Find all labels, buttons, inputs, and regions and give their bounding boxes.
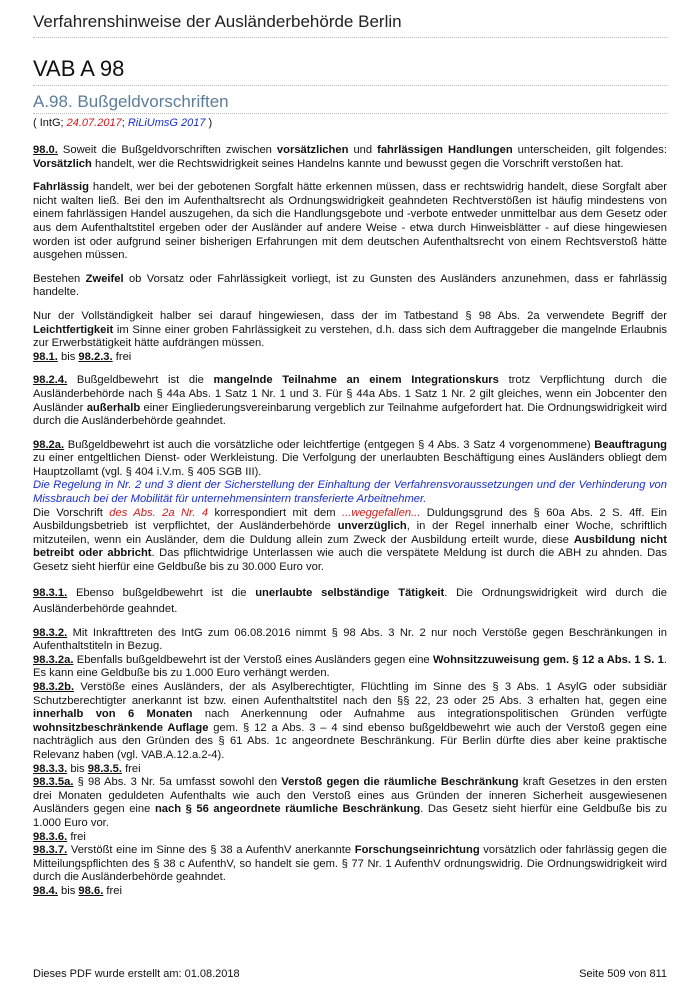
section-ref[interactable]: 98.3.5a.: [33, 776, 74, 789]
section-ref[interactable]: 98.3.2.: [33, 626, 68, 639]
paragraph-98-4: 98.4. bis 98.6. frei: [33, 884, 122, 897]
section-ref[interactable]: 98.4.: [33, 884, 58, 897]
paragraph-98-3-5a: 98.3.5a. § 98 Abs. 3 Nr. 5a umfasst sowohl den Verstoß gegen die räumliche Beschränkung kraft Gesetzes in den ersten drei Monaten geduldeten Aufenthalts wie auch den Verstoß eines aus Gründen der inneren Sicherheit ausgewiesenen Ausländers gegen eine nach § 56 angeordnete räumliche Beschränkung. Das Gesetz sieht hierfür eine Geldbuße bis zu 1.000 Euro vor.: [33, 776, 667, 829]
section-ref[interactable]: 98.2.3.: [78, 350, 113, 363]
paragraph-98-2a: 98.2a. Bußgeldbewehrt ist auch die vorsätzliche oder leichtfertige (entgegen § 4 Abs. 3 Satz 4 vorgenommene) Beauftragung zu einer entgeltlichen Dienst- oder Werkleistung. Die Verfolgung der unerlaubten Beschäftigung eines Ausländers obliegt dem Hauptzollamt (vgl. § 404 i.V.m. § 405 SGB III). Die Regelung in Nr. 2 und 3 dient der Sicherstellung der Einhaltung der Verfahrensvoraussetzungen und der Verhinderung von Missbrauch bei der Mobilität für unternehmensintern transferierte Arbeitnehmer.: [33, 438, 667, 506]
source-reference: ( IntG; 24.07.2017; RiLiUmsG 2017 ): [33, 117, 213, 129]
section-ref[interactable]: 98.3.2a.: [33, 653, 74, 666]
section-ref[interactable]: 98.3.7.: [33, 844, 68, 857]
section-ref[interactable]: 98.3.1.: [33, 586, 68, 599]
paragraph-98-3-1: 98.3.1. Ebenso bußgeldbewehrt ist die unerlaubte selbständige Tätigkeit. Die Ordnungswidrigkeit wird durch die Ausländerbehörde geahndet.: [33, 586, 667, 615]
paragraph-98-3-3: 98.3.3. bis 98.3.5. frei: [33, 762, 141, 775]
section-ref[interactable]: 98.0.: [33, 144, 58, 156]
footer-created: Dieses PDF wurde erstellt am: 01.08.2018: [33, 968, 240, 980]
paragraph-ausbildung: Die Vorschrift des Abs. 2a Nr. 4 korrespondiert mit dem ...weggefallen... Duldungsgrund des § 60a Abs. 2 S. 4ff. Ein Ausbildungsbetrieb ist verpflichtet, der Ausländerbehörde unverzüglich, in der Regel innerhalb einer Woche, schriftlich mitzuteilen, wenn ein Ausländer, dem die Duldung allein zum Zweck der Ausbildung erteilt wurde, diese Ausbildung nicht betreibt oder abbricht. Das pflichtwidrige Unterlassen wie auch die verspätete Meldung ist durch die ABH zu ahnden. Das Gesetz sieht hierfür eine Geldbuße bis zu 30.000 Euro vor.: [33, 506, 668, 574]
section-ref[interactable]: 98.2.4.: [33, 374, 68, 387]
section-ref[interactable]: 98.3.6.: [33, 830, 68, 843]
document-body: [33, 144, 667, 899]
paragraph-98-3-7: 98.3.7. Verstößt eine im Sinne des § 38 a AufenthV anerkannte Forschungseinrichtung vorsätzlich oder fahrlässig gegen die Mitteilungspflichten des § 38 c AufenthV, so handelt sie gem. § 77 Nr. 1 AufenthV ordnungswidrig. Die Ordnungswidrigkeit wird durch die Ausländerbehörde geahndet.: [33, 844, 667, 884]
section-ref[interactable]: 98.1.: [33, 350, 58, 363]
amendment-date: 24.07.2017: [66, 117, 122, 129]
section-ref[interactable]: 98.3.2b.: [33, 681, 75, 693]
section-ref[interactable]: 98.2a.: [33, 438, 65, 451]
paragraph-98-3-2a: 98.3.2a. Ebenfalls bußgeldbewehrt ist der Verstoß eines Ausländers gegen eine Wohnsitzzuweisung gem. § 12 a Abs. 1 S. 1. Es kann eine Geldbuße bis zu 1.000 Euro verhängt werden.: [33, 653, 667, 680]
section-ref[interactable]: 98.3.3.: [33, 762, 68, 775]
title-divider: [33, 85, 667, 86]
section-ref[interactable]: 98.6.: [78, 884, 104, 897]
paragraph-98-3-2: 98.3.2. Mit Inkrafttreten des IntG zum 06.08.2016 nimmt § 98 Abs. 3 Nr. 2 nur noch Verstöße gegen Beschränkungen in Aufenthaltstiteln in Bezug.: [33, 626, 667, 653]
paragraph-98-2-4: 98.2.4. Bußgeldbewehrt ist die mangelnde Teilnahme an einem Integrationskurs trotz Verpflichtung durch die Ausländerbehörde nach § 44a Abs. 1 Satz 1 Nr. 1 und 3. Für § 44a Abs. 1 Satz 1 Nr. 2 gilt gleiches, wenn ein Jobcenter den Ausländer außerhalb einer Eingliederungsvereinbarung vergeblich zur Teilnahme aufgefordert hat. Die Ordnungswidrigkeit wird durch die Ausländerbehörde geahndet.: [33, 374, 667, 428]
paragraph-98-3-6: 98.3.6. frei: [33, 830, 86, 843]
paragraph-fahrlaessig: Fahrlässig handelt, wer bei der gebotenen Sorgfalt hätte erkennen müssen, dass er rechtswidrig handelt, diese Sorgfalt aber nicht walten ließ. Bei den im Aufenthaltsrecht als Ordnungswidrigkeit geahndeten Rechtverstößen ist häufig mindestens von einem fahrlässigen Handel auszugehen, da sich die Handlungsgebote und -verbote entweder unmittelbar aus dem Gesetz oder aus dem Aufenthaltstitel ergeben oder der Ausländer auf andere Weise - etwa durch Hinweisblätter - auf diese hingewiesen worden ist oder aufgrund seiner bisherigen Erfahrungen mit dem deutschen Aufenthaltsrecht von einem Rechtsverstoß hätte ausgehen müssen.: [33, 181, 667, 262]
document-code: VAB A 98: [33, 56, 125, 81]
amendment-note: Die Regelung in Nr. 2 und 3 dient der Sicherstellung der Einhaltung der Verfahrensvoraussetzungen und der Verhinderung von Missbrauch bei der Mobilität für unternehmensintern transferierte Arbeitnehmer.: [33, 479, 667, 506]
paragraph-98-1: 98.1. bis 98.2.3. frei: [33, 350, 132, 363]
paragraph-98-0: 98.0. Soweit die Bußgeldvorschriften zwischen vorsätzlichen und fahrlässigen Handlungen unterscheiden, gilt folgendes: Vorsätzlich handelt, wer die Rechtswidrigkeit seines Handelns kannte und bewusst gegen die Vorschrift verstoßen hat.: [33, 144, 667, 170]
section-title: A.98. Bußgeldvorschriften: [33, 92, 229, 111]
paragraph-98-3-2b: 98.3.2b. Verstöße eines Ausländers, der als Asylberechtigter, Flüchtling im Sinne des § 3 Abs. 1 AsylG oder subsidiär Schutzberechtigter anerkannt ist bzw. einen Aufenthaltstitel nach den §§ 22, 23 oder 25 Abs. 3 erhalten hat, gegen eine innerhalb von 6 Monaten nach Anerkennung oder Aufnahme aus integrationspolitischen Gründen verfügte wohnsitzbeschränkende Auflage gem. § 12 a Abs. 3 – 4 sind ebenso bußgeldbewehrt wie auch der Verstoß gegen eine nachträglich aus den Gründen des § 61 Abs. 1c angeordnete Beschränkung. Für Berlin dürfte dies aber keine praktische Relevanz haben (vgl. VAB.A.12.a.2-4).: [33, 681, 667, 761]
footer-page-number: Seite 509 von 811: [579, 968, 667, 980]
section-ref[interactable]: 98.3.5.: [87, 762, 122, 775]
paragraph-zweifel: Bestehen Zweifel ob Vorsatz oder Fahrlässigkeit vorliegt, ist zu Gunsten des Ausländers anzunehmen, dass er fahrlässig handelte.: [33, 272, 667, 299]
page-header-title: Verfahrenshinweise der Ausländerbehörde Berlin: [33, 12, 402, 31]
rili-link[interactable]: RiLiUmsG 2017: [127, 117, 206, 129]
header-divider: [33, 37, 667, 38]
section-divider: [33, 113, 667, 114]
paragraph-leichtfertigkeit: Nur der Vollständigkeit halber sei darauf hingewiesen, dass der im Tatbestand § 98 Abs. 2a verwendete Begriff der Leichtfertigkeit im Sinne einer groben Fahrlässigkeit zu verstehen, d.h. dass sich dem Auftraggeber die mangelnde Erlaubnis zur Erwerbstätigkeit hätte aufdrängen müssen.: [33, 309, 667, 350]
